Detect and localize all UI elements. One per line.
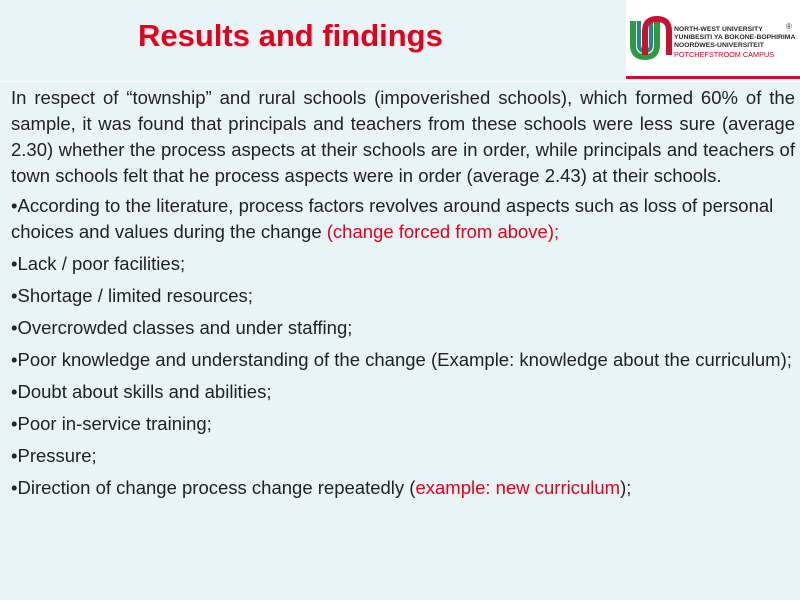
header-divider bbox=[0, 81, 800, 82]
university-logo bbox=[626, 0, 800, 79]
logo-line-3: NOORDWES-UNIVERSITEIT bbox=[674, 42, 764, 49]
bullet-direction bbox=[11, 475, 795, 501]
bullet-skills: •Doubt about skills and abilities; bbox=[11, 381, 272, 402]
bullet-pressure: •Pressure; bbox=[11, 445, 97, 466]
bullet-text: •According to the literature, process factors revolves around aspects such as loss of personal choices and values during the change bbox=[11, 195, 774, 242]
bullet-process-factors bbox=[11, 193, 795, 245]
nwu-emblem-icon bbox=[629, 15, 673, 61]
registered-mark: ® bbox=[786, 22, 792, 31]
slide-body bbox=[11, 85, 795, 507]
bullet-text: •Direction of change process change repeatedly ( bbox=[11, 477, 416, 498]
logo-campus: POTCHEFSTROOM CAMPUS bbox=[674, 50, 775, 59]
bullet-text-end: ); bbox=[620, 477, 632, 498]
logo-line-2: YUNIBESITI YA BOKONE-BOPHIRIMA bbox=[674, 34, 796, 41]
bullet-knowledge: •Poor knowledge and understanding of the change (Example: knowledge about the curriculum); bbox=[11, 349, 792, 370]
bullet-highlight: example: new curriculum bbox=[415, 477, 621, 498]
intro-paragraph: In respect of “township” and rural schools (impoverished schools), which formed 60% of the sample, it was found that principals and teachers from these schools were less sure (average 2.30) whether the process aspects at their schools are in order, while principals and teachers of town schools felt that he process aspects were in order (average 2.43) at their schools. bbox=[11, 87, 795, 186]
bullet-highlight: (change forced from above); bbox=[326, 221, 560, 242]
slide-title: Results and findings bbox=[138, 18, 443, 53]
bullet-overcrowding: •Overcrowded classes and under staffing; bbox=[11, 317, 353, 338]
bullet-resources: •Shortage / limited resources; bbox=[11, 285, 253, 306]
bullet-training: •Poor in-service training; bbox=[11, 413, 212, 434]
logo-line-1: NORTH-WEST UNIVERSITY bbox=[674, 26, 763, 33]
bullet-facilities: •Lack / poor facilities; bbox=[11, 253, 186, 274]
logo-accent-bar bbox=[626, 76, 800, 79]
